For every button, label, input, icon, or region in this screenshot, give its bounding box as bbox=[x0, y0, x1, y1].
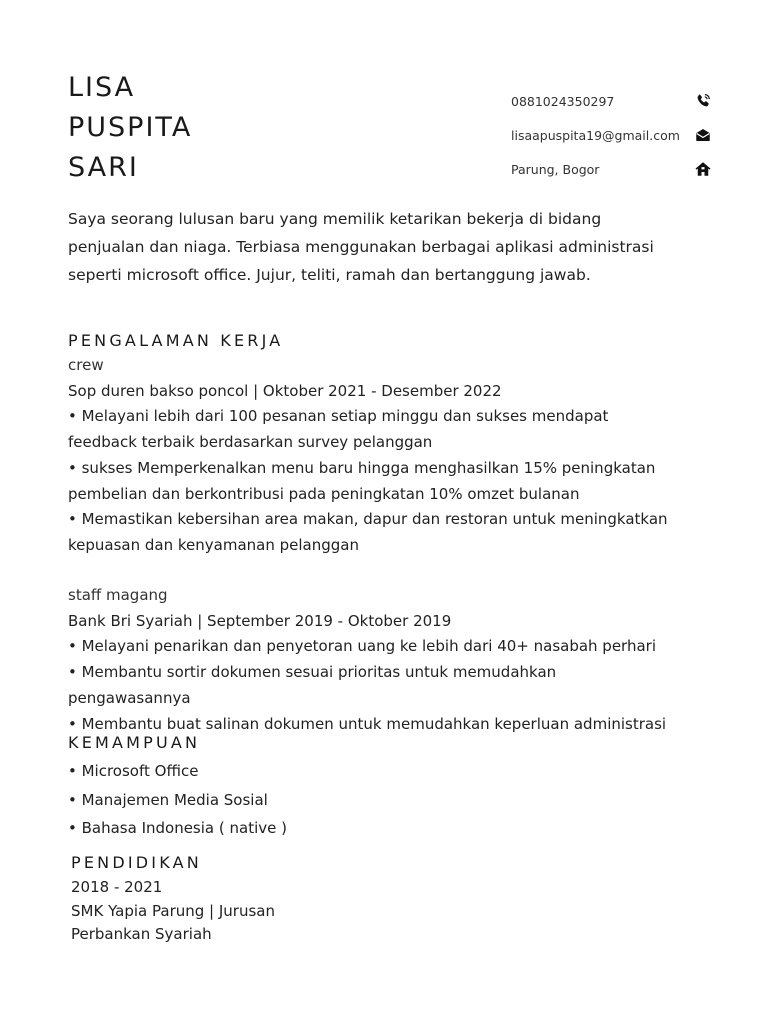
envelope-icon bbox=[694, 126, 712, 144]
contact-phone-row bbox=[511, 84, 716, 118]
contact-address-row bbox=[511, 152, 716, 186]
name-middle: PUSPITA bbox=[68, 112, 193, 143]
experience-heading: PENGALAMAN KERJA bbox=[68, 331, 284, 350]
skill-item: • Manajemen Media Sosial bbox=[68, 790, 268, 809]
job-entry bbox=[68, 353, 668, 559]
job-role: crew bbox=[68, 356, 104, 374]
education-years: 2018 - 2021 bbox=[71, 878, 163, 896]
email-address: lisaapuspita19@gmail.com bbox=[511, 127, 680, 143]
job-company: Sop duren bakso poncol | Oktober 2021 - Desember 2022 bbox=[68, 381, 502, 400]
job-bullet: • Melayani lebih dari 100 pesanan setiap minggu dan sukses mendapat feedback terbaik berdasarkan survey pelanggan bbox=[68, 407, 609, 452]
skill-item: • Microsoft Office bbox=[68, 762, 199, 780]
education-major: Perbankan Syariah bbox=[71, 925, 212, 943]
job-bullet: • sukses Memperkenalkan menu baru hingga menghasilkan 15% peningkatan pembelian dan berkontribusi pada peningkatan 10% omzet bulanan bbox=[68, 458, 656, 503]
skills-list bbox=[68, 757, 468, 843]
job-bullet: • Melayani penarikan dan penyetoran uang ke lebih dari 40+ nasabah perhari bbox=[68, 637, 656, 656]
skills-heading: KEMAMPUAN bbox=[68, 733, 201, 752]
skill-item: • Bahasa Indonesia ( native ) bbox=[68, 819, 287, 837]
contact-email-row bbox=[511, 118, 716, 152]
job-company: Bank Bri Syariah | September 2019 - Oktober 2019 bbox=[68, 611, 452, 630]
job-role: staff magang bbox=[68, 586, 168, 604]
address: Parung, Bogor bbox=[511, 161, 600, 177]
phone-number: 0881024350297 bbox=[511, 93, 615, 109]
education-entry bbox=[71, 876, 471, 947]
name-first: LISA bbox=[68, 72, 136, 103]
profile-summary: Saya seorang lulusan baru yang memilik ketarikan bekerja di bidang penjualan dan niaga. Terbiasa menggunakan berbagai aplikasi administrasi seperti microsoft office. Jujur, teliti, ramah dan bertanggung jawab. bbox=[68, 210, 654, 284]
contact-info bbox=[511, 84, 716, 186]
name-last: SARI bbox=[68, 152, 139, 183]
job-bullet: • Memastikan kebersihan area makan, dapur dan restoran untuk meningkatkan kepuasan dan kenyamanan pelanggan bbox=[68, 510, 668, 554]
job-bullet: • Membantu sortir dokumen sesuai prioritas untuk memudahkan pengawasannya bbox=[68, 663, 557, 707]
job-bullet: • Membantu buat salinan dokumen untuk memudahkan keperluan administrasi bbox=[68, 714, 667, 733]
phone-icon bbox=[694, 92, 712, 110]
home-icon bbox=[694, 160, 712, 178]
name-block bbox=[68, 68, 192, 188]
job-entry bbox=[68, 583, 668, 737]
education-school: SMK Yapia Parung | Jurusan bbox=[71, 901, 275, 920]
education-heading: PENDIDIKAN bbox=[71, 853, 202, 872]
